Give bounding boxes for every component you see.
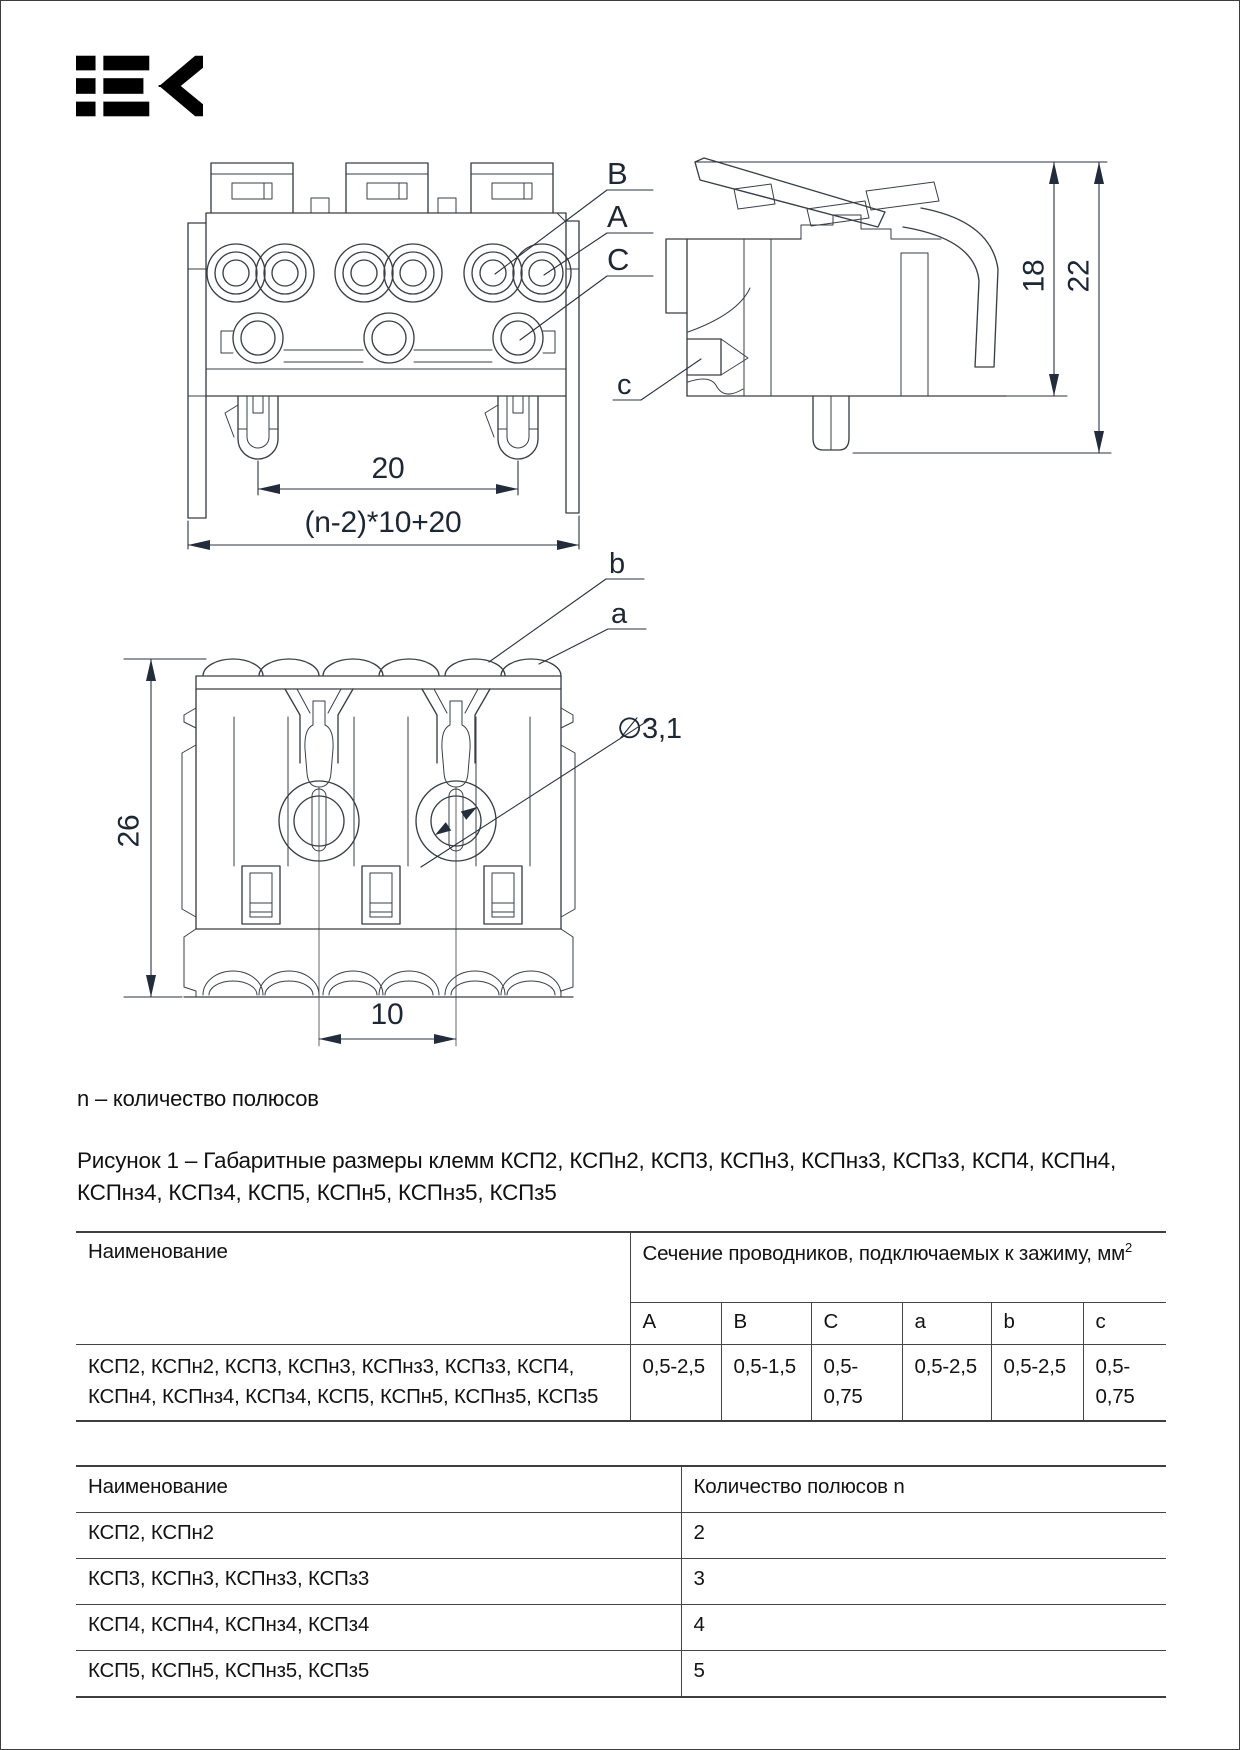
col-header-B: B: [721, 1303, 811, 1345]
col-header-C: C: [811, 1303, 902, 1345]
side-label-c: c: [617, 369, 632, 401]
front-label-C: C: [607, 242, 630, 277]
side-dim-18: 18: [1017, 259, 1051, 293]
table-row: [76, 1559, 1166, 1605]
side-view: [613, 158, 1111, 453]
front-label-B: B: [607, 156, 628, 191]
poles-row-count: 3: [681, 1559, 1166, 1605]
figure-1-drawings: [1, 1, 1240, 1101]
front-dim-20: 20: [371, 452, 405, 485]
poles-row-name: КСП2, КСПн2: [76, 1513, 681, 1559]
table-header-section: [630, 1232, 1166, 1303]
poles-note: n – количество полюсов: [77, 1086, 319, 1111]
value-b: 0,5-2,5: [991, 1345, 1083, 1422]
poles-table: [76, 1465, 1166, 1698]
value-A: 0,5-2,5: [642, 1355, 705, 1378]
rear-view: [113, 548, 682, 1046]
rear-dim-26: 26: [112, 814, 146, 848]
col-header-A: A: [630, 1303, 721, 1345]
value-c: 0,5-0,75: [1083, 1345, 1166, 1422]
rear-dim-hole: ∅3,1: [617, 713, 682, 745]
table-row: [76, 1605, 1166, 1651]
value-B: 0,5-1,5: [721, 1345, 811, 1422]
poles-row-count: 5: [693, 1659, 705, 1682]
poles-header-count: Количество полюсов n: [681, 1466, 1166, 1513]
table-header-name: Наименование: [76, 1232, 630, 1345]
table-row: [76, 1513, 1166, 1559]
wire-section-table: [76, 1231, 1166, 1422]
col-header-a: a: [902, 1303, 991, 1345]
rear-dim-10: 10: [370, 998, 404, 1031]
section-header-sup: 2: [1125, 1240, 1133, 1255]
poles-row-name: КСП4, КСПн4, КСПнз4, КСПз4: [76, 1605, 681, 1651]
table-row-name: КСП2, КСПн2, КСП3, КСПн3, КСПнз3, КСПз3, КСП4, КСПн4, КСПнз4, КСПз4, КСП5, КСПн5, КСПнз5, КСПз5: [76, 1345, 630, 1422]
front-view: [188, 156, 653, 550]
figure-caption: Рисунок 1 – Габаритные размеры клемм КСП2, КСПн2, КСП3, КСПн3, КСПнз3, КСПз3, КСП4, КСПн4, КСПнз4, КСПз4, КСП5, КСПн5, КСПнз5, КСПз5: [77, 1148, 1117, 1205]
front-dim-formula: (n-2)*10+20: [304, 506, 462, 539]
poles-row-name: КСП3, КСПн3, КСПнз3, КСПз3: [76, 1559, 681, 1605]
value-a: 0,5-2,5: [902, 1345, 991, 1422]
col-header-c: c: [1083, 1303, 1166, 1345]
rear-label-a: a: [611, 598, 627, 630]
poles-row-count: 4: [681, 1605, 1166, 1651]
poles-row-name: КСП5, КСПн5, КСПнз5, КСПз5: [76, 1651, 681, 1698]
poles-row-count: 2: [681, 1513, 1166, 1559]
poles-header-name: Наименование: [76, 1466, 681, 1513]
value-C: 0,5-0,75: [811, 1345, 902, 1422]
section-header-text: Сечение проводников, подключаемых к зажиму, мм: [642, 1241, 1125, 1265]
col-header-b: b: [991, 1303, 1083, 1345]
front-label-A: A: [607, 199, 628, 234]
table-row: [76, 1651, 1166, 1698]
side-dim-22: 22: [1062, 259, 1096, 293]
rear-label-b: b: [609, 548, 625, 580]
